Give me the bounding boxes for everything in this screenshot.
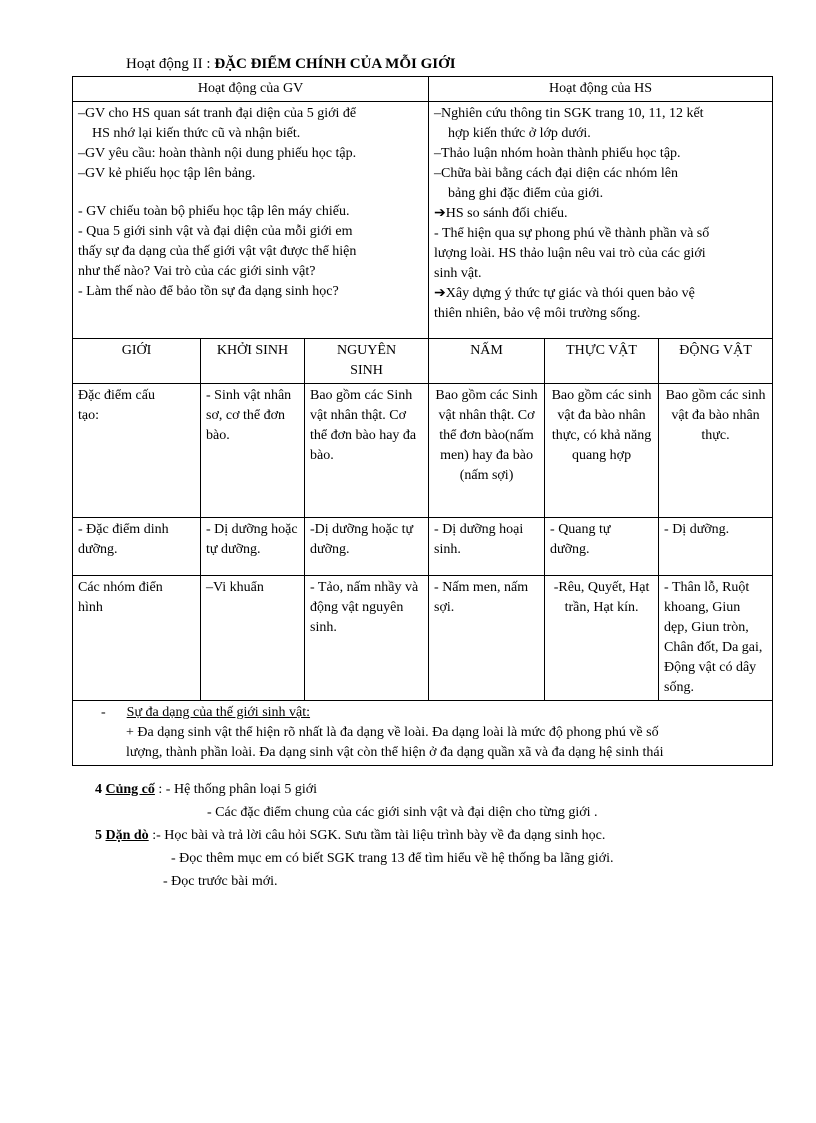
gv-header: Hoạt động của GV <box>73 77 429 102</box>
gv-line: –GV kẻ phiếu học tập lên bảng. <box>78 166 256 181</box>
gv-line: –GV yêu cầu: hoàn thành nội dung phiếu học tập. <box>78 146 357 161</box>
hs-line: bảng ghi đặc điểm của giới. <box>448 186 604 201</box>
cell-nutrition-thuc-vat: - Quang tự dưỡng. <box>545 518 659 576</box>
lesson-footer <box>95 778 613 893</box>
heading-prefix: Hoạt động II : <box>126 56 215 72</box>
consolidation-line: - Các đặc điểm chung của các giới sinh vật và đại diện cho từng giới . <box>207 805 598 820</box>
cell-structure-thuc-vat: Bao gồm các sinh vật đa bào nhân thực, có khả năng quang hợp <box>545 384 659 518</box>
hs-line: hợp kiến thức ở lớp dưới. <box>448 126 591 141</box>
cell-structure-nguyen-sinh: Bao gồm các Sinh vật nhân thật. Cơ thể đơn bào hay đa bào. <box>305 384 429 518</box>
section-number: 4 <box>95 782 102 797</box>
row-label-nutrition: - Đặc điểm dinh dưỡng. <box>73 518 201 576</box>
gv-line: như thế nào? Vai trò của các giới sinh vật? <box>78 264 316 279</box>
consolidation-section <box>95 778 613 801</box>
cell-groups-khoi-sinh: –Vi khuẩn <box>201 576 305 701</box>
summary-title: Sự đa dạng của thế giới sinh vật: <box>126 705 311 720</box>
cell-structure-khoi-sinh: - Sinh vật nhân sơ, cơ thể đơn bào. <box>201 384 305 518</box>
diversity-summary <box>73 701 773 766</box>
gv-line: thấy sự đa dạng của thế giới vật vật được thể hiện <box>78 244 357 259</box>
summary-line: lượng, thành phần loài. Đa dạng sinh vật còn thể hiện ở đa dạng quần xã và đa dạng hệ sinh thái <box>126 745 664 760</box>
cell-nutrition-nguyen-sinh: -Dị dưỡng hoặc tự dưỡng. <box>305 518 429 576</box>
summary-bullet: - <box>101 705 127 720</box>
kingdom-header-khoi-sinh: KHỞI SINH <box>201 339 305 384</box>
gv-line: - GV chiếu toàn bộ phiếu học tập lên máy chiếu. <box>78 204 350 219</box>
gv-line: - Làm thế nào để bảo tồn sự đa dạng sinh học? <box>78 284 339 299</box>
hs-line: –Nghiên cứu thông tin SGK trang 10, 11, 12 kết <box>434 106 704 121</box>
homework-line: :- Học bài và trả lời câu hỏi SGK. Sưu tầm tài liệu trình bày về đa dạng sinh học. <box>148 828 606 843</box>
kingdom-header-nam: NẤM <box>429 339 545 384</box>
cell-groups-dong-vat: - Thân lỗ, Ruột khoang, Giun dẹp, Giun tròn, Chân đốt, Da gai, Động vật có dây sống. <box>659 576 773 701</box>
hs-line: –Chữa bài bằng cách đại diện các nhóm lên <box>434 166 678 181</box>
consolidation-label: Củng cố <box>105 782 155 797</box>
hs-line: ➔Xây dựng ý thức tự giác và thói quen bảo vệ <box>434 286 695 301</box>
cell-structure-dong-vat: Bao gồm các sinh vật đa bào nhân thực. <box>659 384 773 518</box>
hs-line: thiên nhiên, bảo vệ môi trường sống. <box>434 306 641 321</box>
section-number: 5 <box>95 828 102 843</box>
cell-nutrition-nam: - Dị dưỡng hoại sinh. <box>429 518 545 576</box>
hs-line: - Thể hiện qua sự phong phú về thành phần và số <box>434 226 710 241</box>
hs-line: ➔HS so sánh đối chiếu. <box>434 206 568 221</box>
consolidation-line: : - Hệ thống phân loại 5 giới <box>154 782 318 797</box>
cell-groups-thuc-vat: -Rêu, Quyết, Hạt trần, Hạt kín. <box>545 576 659 701</box>
cell-nutrition-khoi-sinh: - Dị dưỡng hoặc tự dưỡng. <box>201 518 305 576</box>
cell-groups-nguyen-sinh: - Tảo, nấm nhầy và động vật nguyên sinh. <box>305 576 429 701</box>
gv-activities <box>73 102 429 339</box>
kingdom-header-thuc-vat: THỰC VẬT <box>545 339 659 384</box>
activity-table <box>72 76 773 766</box>
homework-label: Dặn dò <box>105 828 149 843</box>
gv-line: –GV cho HS quan sát tranh đại diện của 5 giới để <box>78 106 357 121</box>
hs-line: –Thảo luận nhóm hoàn thành phiếu học tập. <box>434 146 681 161</box>
homework-line: - Đọc trước bài mới. <box>163 874 278 889</box>
section-heading <box>126 56 456 73</box>
cell-structure-nam: Bao gồm các Sinh vật nhân thật. Cơ thể đơn bào(nấm men) hay đa bào (nấm sợi) <box>429 384 545 518</box>
summary-line: + Đa dạng sinh vật thể hiện rõ nhất là đa dạng về loài. Đa dạng loài là mức độ phong phú về số <box>126 725 659 740</box>
gv-line: HS nhớ lại kiến thức cũ và nhận biết. <box>92 126 301 141</box>
cell-groups-nam: - Nấm men, nấm sợi. <box>429 576 545 701</box>
cell-nutrition-dong-vat: - Dị dưỡng. <box>659 518 773 576</box>
row-label-groups: Các nhóm điển hình <box>73 576 201 701</box>
hs-line: lượng loài. HS thảo luận nêu vai trò của các giới <box>434 246 706 261</box>
kingdom-header-dong-vat: ĐỘNG VẬT <box>659 339 773 384</box>
homework-section <box>95 824 613 847</box>
kingdom-header-gioi: GIỚI <box>73 339 201 384</box>
gv-line: - Qua 5 giới sinh vật và đại diện của mỗi giới em <box>78 224 353 239</box>
kingdom-header-nguyen-sinh: NGUYÊN SINH <box>305 339 429 384</box>
heading-title: ĐẶC ĐIỂM CHÍNH CỦA MỖI GIỚI <box>214 56 456 72</box>
hs-header: Hoạt động của HS <box>429 77 773 102</box>
row-label-structure: Đặc điểm cấu tạo: <box>73 384 201 518</box>
hs-line: sinh vật. <box>434 266 482 281</box>
homework-line: - Đọc thêm mục em có biết SGK trang 13 để tìm hiểu về hệ thống ba lãng giới. <box>171 851 614 866</box>
hs-activities <box>429 102 773 339</box>
